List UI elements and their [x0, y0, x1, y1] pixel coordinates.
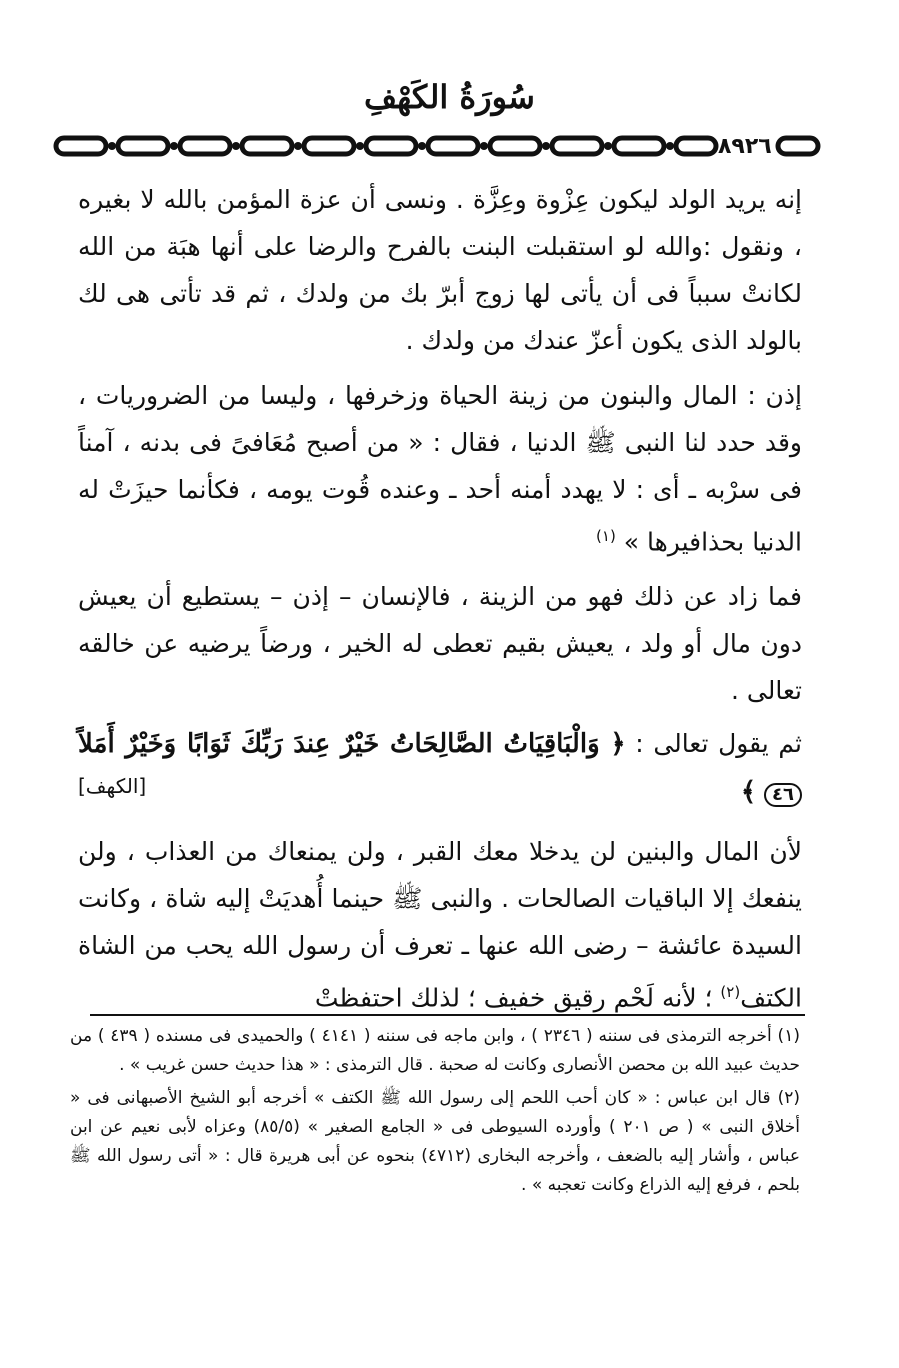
- verse-close: ﴾: [740, 777, 757, 808]
- body-text: [78, 176, 802, 1022]
- paragraph-1: إنه يريد الولد ليكون عِزْوة وعِزَّة . ونسى أن عزة المؤمن بالله لا بغيره ، ونقول :والله لو استقبلت البنت بالفرح والرضا على أنها هبَة من الله لكانتْ سبباً فى أن يأتى لها زوج أبرّ بك من ولدك ، ثم قد تأتى هى لك بالولد الذى يكون أعزّ عندك من ولدك .: [78, 185, 802, 355]
- paragraph-4-text: لأن المال والبنين لن يدخلا معك القبر ، ولن يمنعاك من العذاب ، ولن ينفعك إلا الباقيات الصالحات . والنبى ﷺ حينما أُهديَتْ إليه شاة ، وكانت السيدة عائشة – رضى الله عنها ـ تعرف أن رسول الله يحب من الشاة الكتف: [78, 837, 802, 1013]
- paragraph-4: [78, 828, 802, 1021]
- surah-title: سُورَةُ الكَهْفِ: [364, 78, 535, 116]
- paragraph-3: فما زاد عن ذلك فهو من الزينة ، فالإنسان – إذن – يستطيع أن يعيش دون مال أو ولد ، يعيش بقيم تعطى له الخير ، ورضاً يرضيه عن خالقه تعالى .: [78, 582, 802, 706]
- page-number: ٨٩٢٦: [718, 133, 772, 159]
- footnote-divider: [90, 1014, 805, 1016]
- verse-intro: ثم يقول تعالى :: [635, 729, 802, 759]
- footnote-marker-1: (١): [596, 527, 616, 545]
- ayah-number-badge: ٤٦: [764, 783, 802, 807]
- verse-block: [78, 720, 802, 816]
- footnote-1: (١) أخرجه الترمذى فى سننه ( ٢٣٤٦ ) ، وابن ماجه فى سننه ( ٤١٤١ ) والحميدى فى مسنده ( ٤٣٩ ) من حديث عبيد الله بن محصن الأنصارى وكانت له صحبة . قال الترمذى : « هذا حديث حسن غريب » .: [70, 1026, 800, 1075]
- paragraph-2: [78, 372, 802, 565]
- footnotes: [70, 1022, 800, 1204]
- chain-end-icon: [774, 132, 824, 160]
- surah-reference: [الكهف]: [78, 774, 147, 799]
- page-number-area: [718, 132, 824, 160]
- ornamental-chain-border: [52, 132, 720, 160]
- verse-text: ﴿ وَالْبَاقِيَاتُ الصَّالِحَاتُ خَيْرٌ عِندَ رَبِّكَ ثَوَابًا وَخَيْرٌ أَمَلاً: [78, 729, 626, 760]
- paragraph-2-text: إذن : المال والبنون من زينة الحياة وزخرفها ، وليسا من الضروريات ، وقد حدد لنا النبى ﷺ الدنيا ، فقال : « من أصبح مُعَافىً فى بدنه ، آمناً فى سرْبه ـ أى : لا يهدد أمنه أحد ـ وعنده قُوت يومه ، فكأنما حيزَتْ له الدنيا بحذافيرها »: [78, 381, 802, 557]
- footnote-2: (٢) قال ابن عباس : « كان أحب اللحم إلى رسول الله ﷺ الكتف » أخرجه أبو الشيخ الأصبهانى فى « أخلاق النبى » ( ص ٢٠١ ) وأورده السيوطى فى « الجامع الصغير » (٨٥/٥) وعزاه لأبى نعيم عن ابن عباس ، وأشار إليه بالضعف ، وأخرجه البخارى (٤٧١٢) بنحوه عن أبى هريرة قال : « أتى رسول الله ﷺ بلحم ، فرفع إليه الذراع وكانت تعجبه » .: [70, 1088, 800, 1195]
- paragraph-4-end: ؛ لأنه لَحْم رقيق خفيف ؛ لذلك احتفظتْ: [314, 983, 713, 1013]
- footnote-marker-2: (٢): [720, 983, 741, 1002]
